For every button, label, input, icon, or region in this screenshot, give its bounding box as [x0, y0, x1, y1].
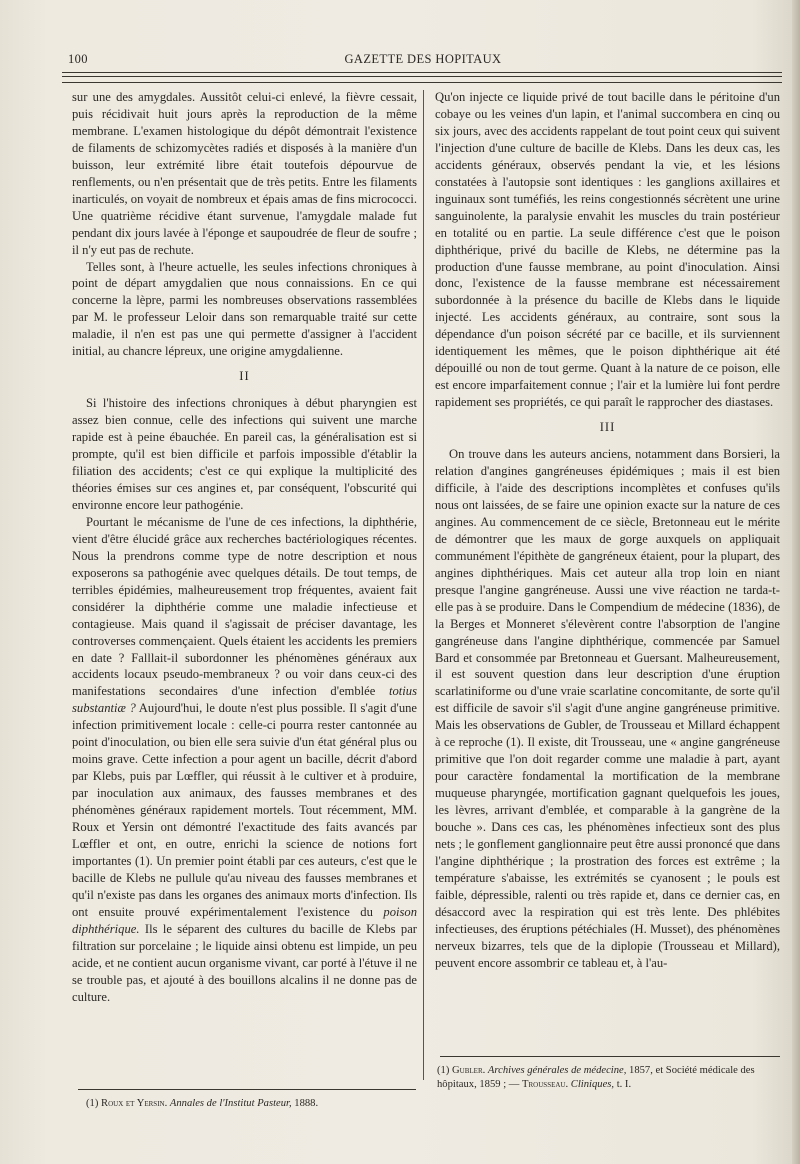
footnote-journal: Archives générales de médecine, [487, 1065, 627, 1076]
header-rule-thick [62, 72, 782, 73]
header-rule-bottom [62, 82, 782, 83]
italic-text: poison diphthérique. [72, 904, 417, 936]
footnote-authors: Roux et Yersin. [101, 1098, 168, 1109]
footnote-marker: (1) [437, 1065, 453, 1076]
page-header [62, 52, 794, 74]
footnote-work: Cliniques, [570, 1079, 615, 1090]
text-run: Aujourd'hui, le doute n'est plus possible. Il s'agit d'une infection primitivement locale : celle-ci pourra rester cantonnée au point d'inoculation, ou bien elle sera suivie d'un état général plus ou moins grave. Cette infection a pour agent un bacille, décrit d'abord par Klebs, puis par Lœffler, qui réussit à le cultiver et à produire, par inoculation aux animaux, des fausses membranes et des phénomènes généraux rapidement mortels. Tout récemment, MM. Roux et Yersin ont démontré l'exactitude des faits avancés par Lœffler et ont, en outre, enrichi la science de notions fort importantes (1). Un premier point établi par ces auteurs, c'est que le bacille de Klebs ne pullule qu'au niveau des fausses membranes et qu'il n'existe pas dans les organes des animaux morts d'infection. Ils ont ensuite prouvé expérimentalement l'existence du [72, 701, 417, 919]
footnote-rule-right [440, 1056, 780, 1057]
journal-title: GAZETTE DES HOPITAUX [344, 52, 502, 66]
paragraph: Telles sont, à l'heure actuelle, les seules infections chroniques à point de départ amygdalien que nous connaissions. En ce qui concerne la lèpre, parmi les nombreuses observations rassemblées par M. le professeur Leloir dans son remarquable traité sur cette maladie, il n'en est pas une qui permette d'assigner à l'accident initial, au chancre lépreux, une origine amygdalienne. [72, 259, 417, 359]
text-run: Ils le séparent des cultures du bacille de Klebs par filtration sur porcelaine ; le liquide ainsi obtenu est limpide, un peu acide, et ne contient aucun organisme vivant, car porté à l'étuve il ne se trouble pas, et ajouté à des bouillons alcalins il ne donne pas de culture. [72, 921, 417, 1004]
footnote-marker: (1) [86, 1098, 102, 1109]
paragraph: sur une des amygdales. Aussitôt celui-ci enlevé, la fièvre cessait, puis récidivait huit jours après la reproduction de la même membrane. L'examen histologique du dépôt démontrait l'existence de filaments de schizomycètes radiés et disposés à la manière d'un buisson, leur extrémité libre était toutefois dépourvue de renflements, ou n'en présentait que de très petits. Entre les filaments inarticulés, on voyait de nombreux et épais amas de fins micrococci. Une quatrième récidive étant survenue, l'amygdale malade fut pendant dix jours lavée à l'éponge et saupoudrée de fleur de soufre ; il n'y eut pas de rechute. [72, 90, 417, 257]
footnote-text: 1857, et Société médicale des hôpitaux, 1859 ; — [437, 1065, 755, 1090]
page-number: 100 [68, 52, 88, 66]
page-edge-shadow [792, 0, 800, 1164]
text-run: Pourtant le mécanisme de l'une de ces infections, la diphthérie, vient d'être élucidé grâce aux recherches bactériologiques récentes. Nous la prendrons comme type de notre description et nous exposerons sa pathogénie avec quelques détails. De tout temps, de terribles épidémies, malheureusement trop fréquentes, avaient fait considérer la diphthérie comme une maladie infectieuse et contagieuse. Mais quand il s'agissait de préciser davantage, les controverses commençaient. Quels étaient les accidents les premiers en date ? Falllait-il subordonner les phénomènes généraux aux accidents locaux pseudo-membraneux ? ou voir dans ceux-ci des manifestations secondaires d'une infection d'emblée [72, 514, 417, 699]
italic-text: totius substantiæ ? [72, 684, 417, 716]
left-column [72, 89, 417, 1006]
footnote-right [437, 1064, 782, 1092]
footnote-year: 1888. [291, 1098, 319, 1109]
paragraph: On trouve dans les auteurs anciens, notamment dans Borsieri, la relation d'angines gangréneuses épidémiques ; mais il est bien difficile, à l'aide des descriptions incomplètes et confuses qu'ils nous ont laissées, de se faire une opinion exacte sur la nature de ces angines. Au commencement de ce siècle, Bretonneau eut le mérite de démontrer que les maux de gorge auxquels on appliquait communément l'épithète de gangréneux étaient, pour la plupart, des angines diphthériques. Mais cet auteur alla trop loin en niant presque l'angine gangréneuse. Aussi une vive réaction ne tarda-t-elle pas à se produire. Dans le Compendium de médecine (1836), de la Berges et Monneret s'élevèrent contre l'absorption de l'angine gangréneuse dans l'angine diphthérique, commencée par Samuel Bard et consommée par Bretonneau et Guersant. Malheureusement, il est souvent question dans leur description d'une éruption scarlatiniforme ou d'une vraie scarlatine concomitante, de sorte qu'il est difficile de savoir s'il s'agit d'une angine gangréneuse primitive. Mais les observations de Gubler, de Trousseau et Millard échappent à ce reproche (1). Il existe, dit Trousseau, une « angine gangréneuse primitive que l'on doit regarder comme une maladie à part, ayant pour caractère fondamental la mortification de la membrane muqueuse pharyngée, mortification gagnant quelquefois les joues, les lèvres, arrivant d'emblée, et comparable à la gangrène de la bouche ». Dans ces cas, les phénomènes infectieux sont des plus nets ; le gonflement ganglionnaire peut être aussi prononcé que dans l'angine diphthérique ; la prostration des forces est extrême ; la température s'abaisse, les extrémités se cyanosent ; le pouls est faible, dépressible, ralenti ou très rapide et, dans ce dernier cas, en désaccord avec la respiration qui est très lente. Des phlébites infectieuses, des éruptions pétéchiales (H. Musset), des phénomènes nerveux bizarres, tels que de la diplopie (Trousseau et Millard), peuvent encore assombrir ce tableau et, à l'au- [435, 447, 780, 970]
header-rule-thin [62, 76, 782, 77]
paragraph: Si l'histoire des infections chroniques à début pharyngien est assez bien connue, celle des infections qui suivent une marche rapide est à peine ébauchée. En pareil cas, la généralisation est si prompte, qu'il est bien difficile et parfois impossible d'établir la filiation des accidents; c'est ce qui explique la multiplicité des théories émises sur ces angines et, par conséquent, l'obscurité qui environne encore leur pathogénie. [72, 396, 417, 512]
footnote-left [86, 1097, 431, 1111]
paragraph: Qu'on injecte ce liquide privé de tout bacille dans le péritoine d'un cobaye ou les veines d'un lapin, et l'animal succombera en cinq ou six jours, avec des accidents rappelant de tout point ceux qui suivent l'injection d'une culture de bacille de Klebs. Dans les deux cas, les accidents généraux, observés pendant la vie, et les lésions constatées à l'autopsie sont identiques : les ganglions axillaires et inguinaux sont tuméfiés, les reins congestionnés sécrètent une urine sanguinolente, la paralysie envahit les muscles du train postérieur en totalité ou en partie. La seule différence c'est que le poison diphthérique, privé du bacille de Klebs, ne détermine pas la production d'une fausse membrane, au point d'inoculation. Ainsi donc, l'existence de la fausse membrane est nécessairement subordonnée à la présence du bacille de Klebs dans le liquide injecté. Les accidents généraux, au contraire, sont sous la dépendance d'un poison sécrété par ce bacille, et ils surviennent identiquement les mêmes, que le poison diphthérique ait été dépouillé ou non de tout germe. Quant à la nature de ce poison, elle est encore imparfaitement connue ; l'air et la lumière lui font perdre rapidement ses propriétés, ce qui paraît le rapprocher des diastases. [435, 90, 780, 410]
section-heading-ii: II [239, 369, 250, 384]
footnote-text: t. I. [614, 1079, 632, 1090]
footnote-author: Gubler. [452, 1065, 486, 1076]
right-column [435, 89, 780, 972]
paragraph [72, 514, 417, 1006]
footnote-author: Trousseau. [522, 1079, 569, 1090]
footnote-rule-left [78, 1089, 416, 1090]
footnote-journal: Annales de l'Institut Pasteur, [169, 1098, 292, 1109]
column-separator [423, 90, 424, 1080]
section-heading-iii: III [599, 420, 616, 435]
